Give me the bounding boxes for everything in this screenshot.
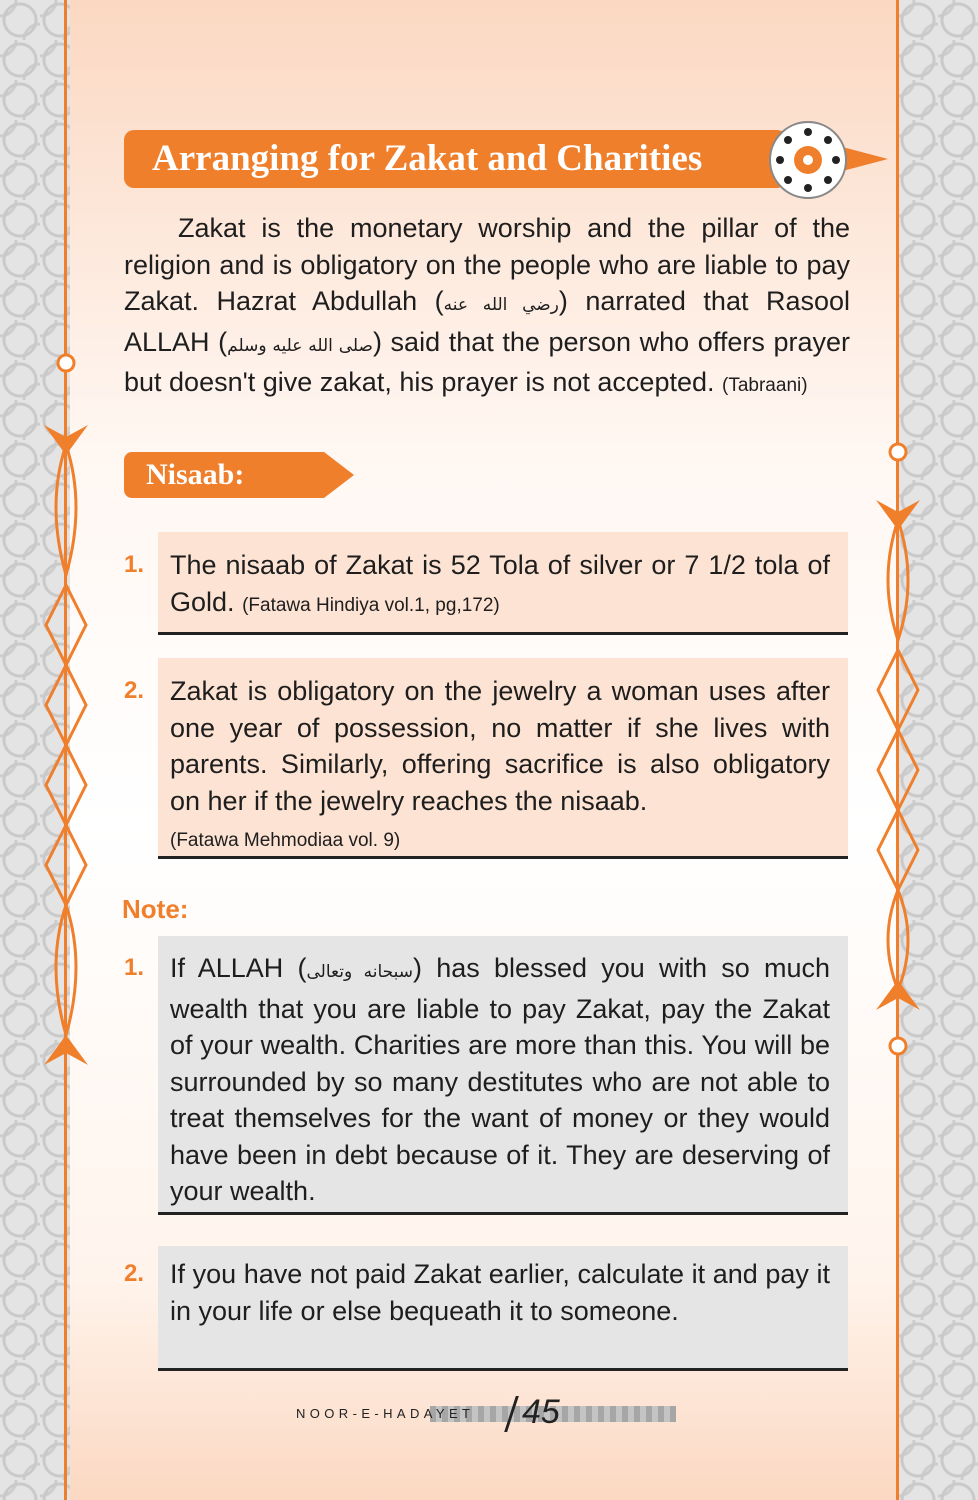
page-title: Arranging for Zakat and Charities: [152, 138, 703, 179]
right-ornament-icon: [870, 440, 926, 1060]
page-number: 45: [522, 1393, 560, 1431]
footer-brand: NOOR-E-HADAYET: [296, 1406, 475, 1421]
intro-reference: (Tabraani): [722, 375, 808, 396]
nisaab-item-2-text: Zakat is obligatory on the jewelry a woman uses after one year of possession, no matter if she lives with parents. Similarly, offering sacrifice is also obligatory on her if the jewelry reaches the nisaab. (Fatawa Mehmodiaa vol. 9): [170, 676, 830, 851]
nisaab-banner-arrow: [324, 452, 354, 498]
note-item-2-number: 2.: [124, 1260, 145, 1287]
left-ornament-icon: [38, 345, 94, 1095]
note-heading: Note:: [122, 894, 189, 924]
rosette-icon: [766, 118, 850, 202]
honorific-2: صلى الله عليه وسلم: [227, 335, 373, 355]
intro-paragraph: Zakat is the monetary worship and the pillar of the religion and is obligatory on the people who are liable to pay Zakat. Hazrat Abdullah (رضي الله عنه) narrated that Rasool ALLAH (صلى الله عليه وسلم) said that the person who offers prayer but doesn't give zakat, his prayer is not accepted. (Tabraani): [124, 213, 850, 397]
nisaab-item-2-number: 2.: [124, 677, 145, 704]
honorific-1: رضي الله عنه: [443, 295, 559, 314]
note-item-2-text: If you have not paid Zakat earlier, calculate it and pay it in your life or else bequeath it to someone.: [170, 1259, 830, 1326]
note-item-1-text: If ALLAH (سبحانه وتعالى) has blessed you with so much wealth that you are liable to pay Zakat, pay the Zakat of your wealth. Charities are more than this. You will be surrounded by so many destitutes who are not able to treat themselves for the want of money or they would have been in debt because of it. They are deserving of your wealth.: [170, 953, 830, 1206]
nisaab-heading: Nisaab:: [146, 458, 245, 491]
note-honorific: سبحانه وتعالى: [306, 962, 413, 981]
nisaab-item-1-reference: (Fatawa Hindiya vol.1, pg,172): [242, 594, 500, 616]
note-item-1-number: 1.: [124, 954, 145, 981]
nisaab-item-2-reference: (Fatawa Mehmodiaa vol. 9): [170, 830, 401, 851]
page-footer: [296, 1393, 676, 1432]
nisaab-item-1-number: 1.: [124, 551, 145, 578]
nisaab-item-1-text: The nisaab of Zakat is 52 Tola of silver or 7 1/2 tola of Gold. (Fatawa Hindiya vol.1, pg,172): [170, 550, 830, 617]
